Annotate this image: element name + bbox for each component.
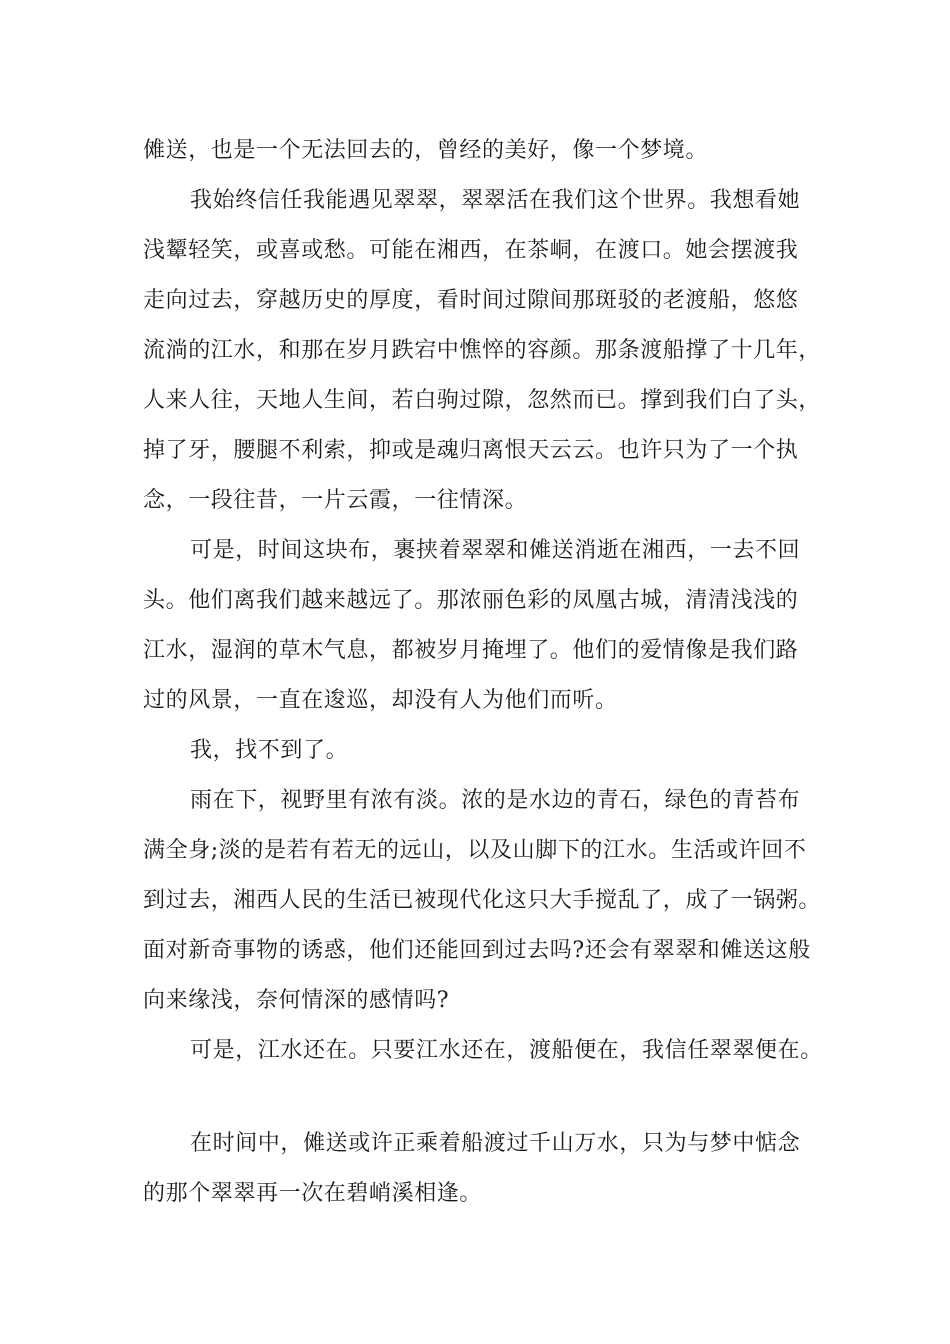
text-line: 掉了牙，腰腿不利索，抑或是魂归离恨天云云。也许只为了一个执: [143, 438, 799, 463]
text-line: 可是，江水还在。只要江水还在，渡船便在，我信任翠翠便在。: [190, 1038, 823, 1063]
text-line: 面对新奇事物的诱惑，他们还能回到过去吗?还会有翠翠和傩送这般: [143, 938, 811, 963]
text-line: 到过去，湘西人民的生活已被现代化这只大手搅乱了，成了一锅粥。: [143, 888, 822, 913]
text-line: 人来人往，天地人生间，若白驹过隙，忽然而已。撑到我们白了头，: [143, 388, 822, 413]
text-line: 过的风景，一直在逡巡，却没有人为他们而听。: [143, 688, 618, 713]
text-line: 在时间中，傩送或许正乘着船渡过千山万水，只为与梦中惦念: [190, 1131, 801, 1156]
text-line: 走向过去，穿越历史的厚度，看时间过隙间那斑驳的老渡船，悠悠: [143, 288, 799, 313]
text-line: 我始终信任我能遇见翠翠，翠翠活在我们这个世界。我想看她: [190, 188, 801, 213]
text-line: 雨在下，视野里有浓有淡。浓的是水边的青石，绿色的青苔布: [190, 788, 801, 813]
text-line: 向来缘浅，奈何情深的感情吗?: [143, 988, 450, 1013]
text-line: 可是，时间这块布，裹挟着翠翠和傩送消逝在湘西，一去不回: [190, 538, 801, 563]
text-line: 江水，湿润的草木气息，都被岁月掩埋了。他们的爱情像是我们路: [143, 638, 799, 663]
text-line: 头。他们离我们越来越远了。那浓丽色彩的凤凰古城，清清浅浅的: [143, 588, 799, 613]
text-line: 浅颦轻笑，或喜或愁。可能在湘西，在茶峒，在渡口。她会摆渡我: [143, 238, 799, 263]
text-line: 我，找不到了。: [190, 738, 349, 763]
text-line: 的那个翠翠再一次在碧峭溪相逢。: [143, 1181, 483, 1206]
text-line: 满全身;淡的是若有若无的远山，以及山脚下的江水。生活或许回不: [143, 838, 807, 863]
text-line: 流淌的江水，和那在岁月跌宕中憔悴的容颜。那条渡船撑了十几年，: [143, 338, 822, 363]
text-line: 念，一段往昔，一片云霞，一往情深。: [143, 488, 528, 513]
text-line: 傩送，也是一个无法回去的，曾经的美好，像一个梦境。: [143, 138, 709, 163]
